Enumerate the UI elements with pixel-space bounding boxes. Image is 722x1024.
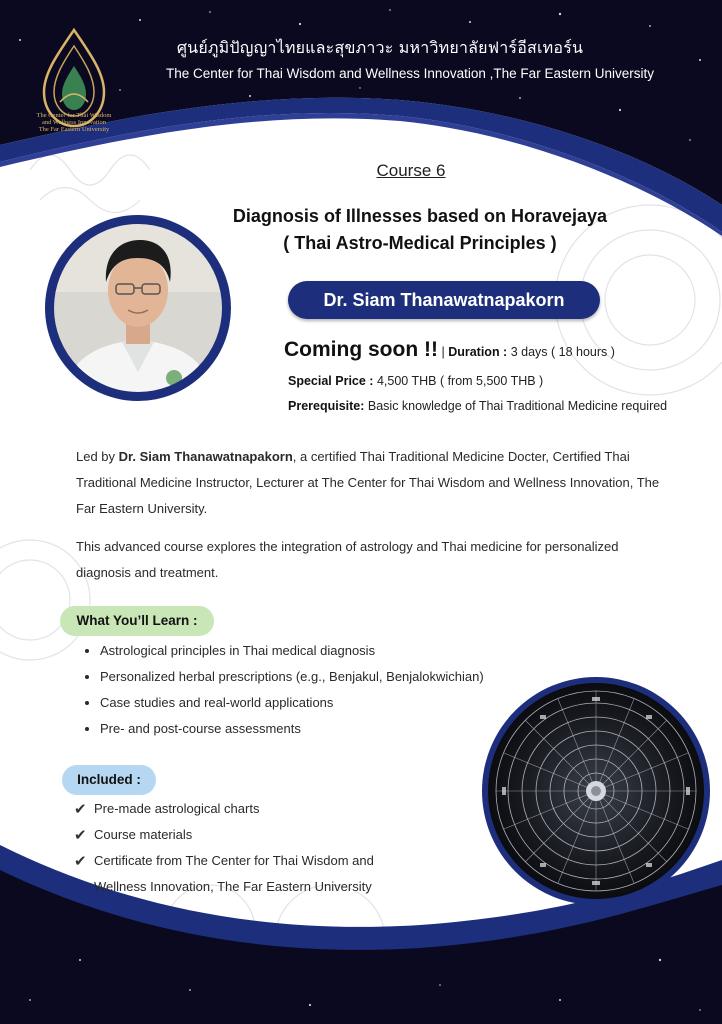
bio-led-by: Led by (76, 449, 119, 464)
logo-caption (22, 112, 126, 133)
instructor-bio (76, 444, 672, 522)
price-label: Special Price : (288, 374, 374, 388)
checkmark-icon: ✔ (74, 800, 87, 818)
prerequisite-value: Basic knowledge of Thai Traditional Medicine required (364, 399, 668, 413)
list-item: • Astrological principles in Thai medical diagnosis (100, 638, 540, 664)
included-item-text: Pre-made astrological charts (94, 801, 260, 816)
logo-caption-line: The Far Eastern University (38, 126, 110, 133)
astrological-wheel-image (480, 675, 712, 907)
course-title (190, 203, 650, 257)
separator: | (437, 345, 449, 359)
duration-value: 3 days ( 18 hours ) (507, 345, 615, 359)
prerequisite-label: Prerequisite: (288, 399, 365, 413)
learn-list (84, 638, 540, 742)
course-number: Course 6 (376, 161, 446, 180)
prerequisite-row (288, 397, 667, 415)
checkmark-icon: ✔ (74, 852, 87, 870)
course-title-line2: ( Thai Astro-Medical Principles ) (283, 233, 557, 253)
price-row (288, 372, 543, 390)
list-item: • Personalized herbal prescriptions (e.g., Benjakul, Benjalokwichian) (100, 664, 540, 690)
included-list (74, 796, 414, 900)
course-title-line1: Diagnosis of Illnesses based on Horavejaya (232, 206, 608, 226)
status-row (284, 338, 714, 362)
included-heading: Included : (62, 765, 156, 795)
learn-heading: What You’ll Learn : (60, 606, 214, 636)
bio-instructor-name: Dr. Siam Thanawatnapakorn (118, 449, 293, 464)
instructor-name-badge: Dr. Siam Thanawatnapakorn (288, 281, 600, 319)
coming-soon-text: Coming soon !! (284, 338, 438, 361)
list-item (74, 796, 414, 822)
instructor-photo (42, 212, 234, 404)
included-item-text: Certificate from The Center for Thai Wisdom and Wellness Innovation, The Far Eastern University (94, 853, 374, 894)
header-english-title: The Center for Thai Wisdom and Wellness Innovation ,The Far Eastern University (166, 66, 654, 81)
course-summary: This advanced course explores the integration of astrology and Thai medicine for personalized diagnosis and treatment. (76, 539, 619, 580)
list-item (74, 822, 414, 848)
logo-caption-line: and Wellness Innovation (42, 119, 106, 126)
header-thai-title: ศูนย์ภูมิปัญญาไทยและสุขภาวะ มหาวิทยาลัยฟาร์อีสเทอร์น (176, 38, 584, 57)
bio-text: , a certified Thai Traditional Medicine Docter, Certified Thai Traditional Medicine Instructor, Lecturer at The Center for Thai Wisdom and Wellness Innovation, The Far Eastern University. (76, 449, 660, 516)
list-item (74, 848, 414, 900)
list-item: • Case studies and real-world applications (100, 690, 540, 716)
duration-label: Duration : (448, 345, 508, 359)
price-value: 4,500 THB ( from 5,500 THB ) (373, 374, 544, 388)
checkmark-icon: ✔ (74, 826, 87, 844)
list-item: • Pre- and post-course assessments (100, 716, 540, 742)
logo-caption-line: The Center for Thai Wisdom (36, 112, 112, 119)
included-item-text: Course materials (94, 827, 193, 842)
